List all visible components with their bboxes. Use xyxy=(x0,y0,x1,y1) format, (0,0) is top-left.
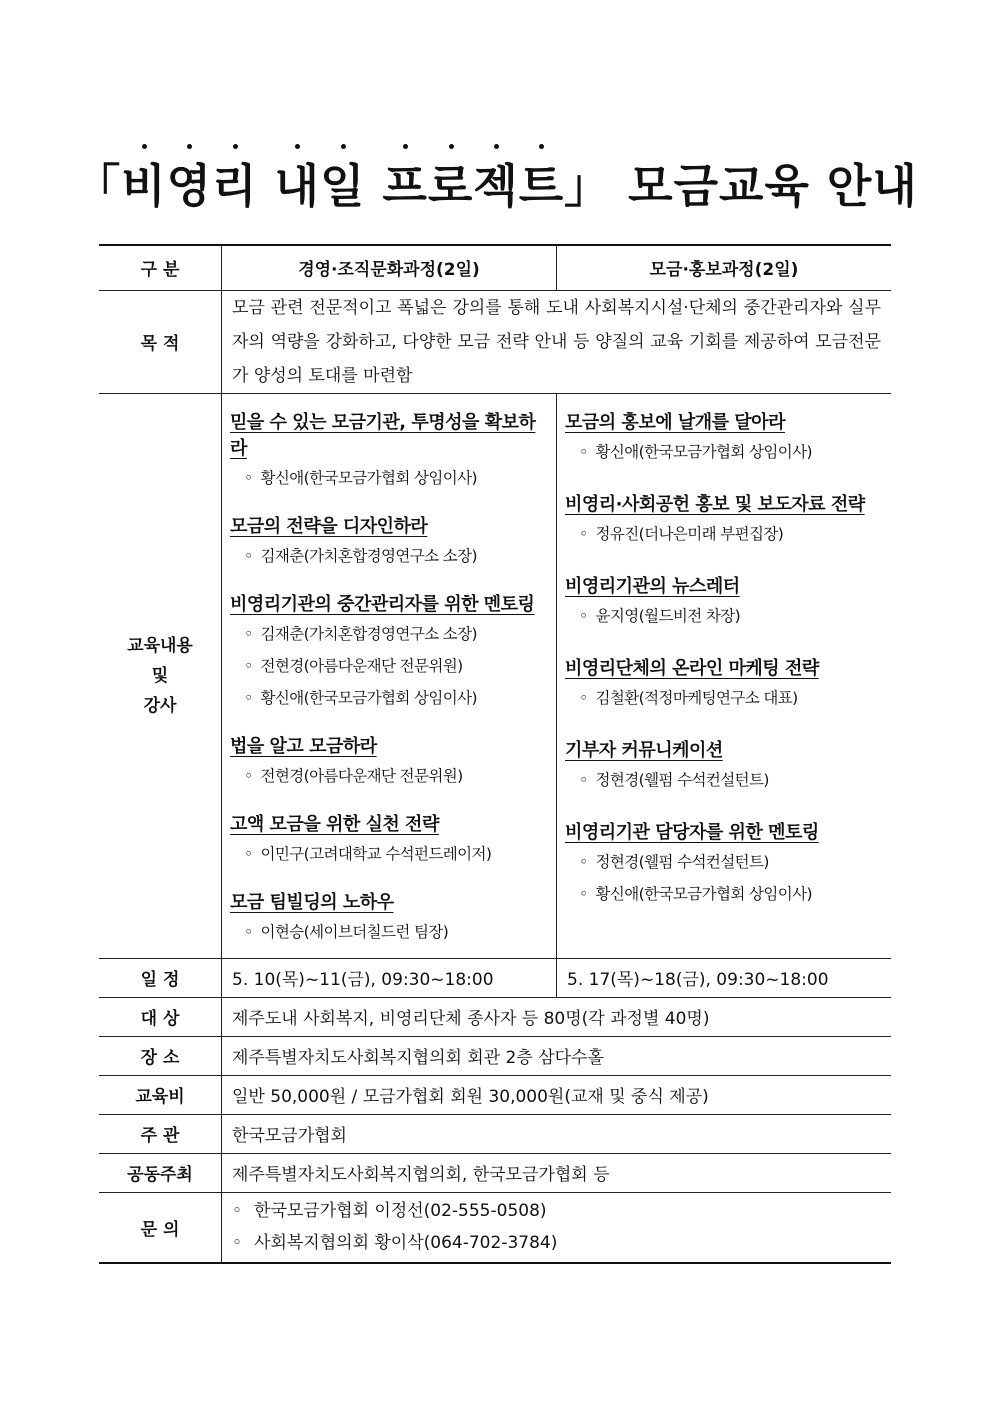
course-2-header: 모금·홍보과정(2일) xyxy=(557,245,892,290)
session-speaker: ◦ 정유진(더나은미래 부편집장) xyxy=(565,518,883,550)
organizer-text: 한국모금가협회 xyxy=(222,1114,892,1153)
session-title: 기부자 커뮤니케이션 xyxy=(565,739,723,761)
target-text: 제주도내 사회복지, 비영리단체 종사자 등 80명(각 과정별 40명) xyxy=(222,997,892,1036)
session-speaker: ◦ 김철환(적정마케팅연구소 대표) xyxy=(565,682,883,714)
fee-row xyxy=(99,1075,891,1114)
inquiry-contacts xyxy=(222,1192,892,1263)
session-title: 비영리·사회공헌 홍보 및 보도자료 전략 xyxy=(565,493,865,515)
fee-text: 일반 50,000원 / 모금가협회 회원 30,000원(교재 및 중식 제공) xyxy=(222,1075,892,1114)
purpose-row xyxy=(99,290,891,393)
title-rest: 모금교육 안내 xyxy=(628,159,918,213)
row-label: 문 의 xyxy=(99,1192,222,1263)
session-speaker: ◦ 정현경(웰펌 수석컨설턴트) xyxy=(565,846,883,878)
title-close-bracket: 」 xyxy=(564,159,612,213)
inquiry-item: ◦ 한국모금가협회 이정선(02-555-0508) xyxy=(232,1195,881,1227)
session-title: 비영리단체의 온라인 마케팅 전략 xyxy=(565,657,819,679)
title-dotted-char: 일 xyxy=(320,150,365,216)
content-label-line: 강사 xyxy=(143,695,177,716)
title-open-bracket: 「 xyxy=(74,159,122,213)
course-1-header: 경영·조직문화과정(2일) xyxy=(222,245,557,290)
row-label: 주 관 xyxy=(99,1114,222,1153)
row-label: 구 분 xyxy=(99,245,222,290)
title-dotted-char: 내 xyxy=(275,150,320,216)
schedule-row xyxy=(99,958,891,997)
inquiry-row xyxy=(99,1192,891,1263)
target-row xyxy=(99,997,891,1036)
cohost-text: 제주특별자치도사회복지협의회, 한국모금가협회 등 xyxy=(222,1153,892,1192)
title-dotted-char: 영 xyxy=(167,150,212,216)
session-title: 믿을 수 있는 모금기관, 투명성을 확보하라 xyxy=(230,411,536,459)
session-speaker: ◦ 전현경(아름다운재단 전문위원) xyxy=(230,650,548,682)
course-1-sessions xyxy=(222,393,557,958)
session-speaker: ◦ 이현승(세이브더칠드런 팀장) xyxy=(230,916,548,948)
content-label-line: 교육내용 xyxy=(127,635,193,656)
row-label xyxy=(99,393,222,958)
session-speaker: ◦ 황신애(한국모금가협회 상임이사) xyxy=(565,878,883,910)
session-speaker: ◦ 황신애(한국모금가협회 상임이사) xyxy=(230,682,548,714)
page-title xyxy=(0,150,992,216)
content-row xyxy=(99,393,891,958)
organizer-row xyxy=(99,1114,891,1153)
session-title: 비영리기관의 중간관리자를 위한 멘토링 xyxy=(230,593,535,615)
course-1-schedule: 5. 10(목)~11(금), 09:30~18:00 xyxy=(222,958,557,997)
row-label: 일 정 xyxy=(99,958,222,997)
row-label: 공동주최 xyxy=(99,1153,222,1192)
purpose-text: 모금 관련 전문적이고 폭넓은 강의를 통해 도내 사회복지시설·단체의 중간관리자와 실무자의 역량을 강화하고, 다양한 모금 전략 안내 등 양질의 교육 기회를 제공하여 모금전문가 양성의 토대를 마련함 xyxy=(222,290,892,393)
session-speaker: ◦ 이민구(고려대학교 수석펀드레이저) xyxy=(230,838,548,870)
content-label-line: 및 xyxy=(151,665,169,686)
session-title: 고액 모금을 위한 실천 전략 xyxy=(230,813,439,835)
session-title: 비영리기관 담당자를 위한 멘토링 xyxy=(565,821,819,843)
title-dotted-char: 트 xyxy=(519,150,564,216)
session-speaker: ◦ 황신애(한국모금가협회 상임이사) xyxy=(565,436,883,468)
session-speaker: ◦ 정현경(웰펌 수석컨설턴트) xyxy=(565,764,883,796)
course-2-sessions xyxy=(557,393,892,958)
row-label: 장 소 xyxy=(99,1036,222,1075)
session-title: 모금의 홍보에 날개를 달아라 xyxy=(565,411,785,433)
row-label: 대 상 xyxy=(99,997,222,1036)
session-speaker: ◦ 김재춘(가치혼합경영연구소 소장) xyxy=(230,540,548,572)
session-title: 법을 알고 모금하라 xyxy=(230,735,377,757)
venue-text: 제주특별자치도사회복지협의회 회관 2층 삼다수홀 xyxy=(222,1036,892,1075)
venue-row xyxy=(99,1036,891,1075)
session-title: 비영리기관의 뉴스레터 xyxy=(565,575,740,597)
session-speaker: ◦ 김재춘(가치혼합경영연구소 소장) xyxy=(230,618,548,650)
title-dotted-char: 프 xyxy=(382,150,427,216)
course-2-schedule: 5. 17(목)~18(금), 09:30~18:00 xyxy=(557,958,892,997)
program-table xyxy=(99,244,891,1264)
session-speaker: ◦ 윤지영(월드비전 차장) xyxy=(565,600,883,632)
title-dotted-char: 로 xyxy=(428,150,473,216)
session-title: 모금의 전략을 디자인하라 xyxy=(230,515,428,537)
title-dotted-char: 비 xyxy=(121,150,166,216)
cohost-row xyxy=(99,1153,891,1192)
title-dotted-char: 리 xyxy=(212,150,257,216)
title-dotted-char: 젝 xyxy=(473,150,518,216)
row-label: 교육비 xyxy=(99,1075,222,1114)
session-title: 모금 팀빌딩의 노하우 xyxy=(230,891,394,913)
session-speaker: ◦ 황신애(한국모금가협회 상임이사) xyxy=(230,462,548,494)
header-row xyxy=(99,245,891,290)
inquiry-item: ◦ 사회복지협의회 황이삭(064-702-3784) xyxy=(232,1227,881,1259)
row-label: 목 적 xyxy=(99,290,222,393)
session-speaker: ◦ 전현경(아름다운재단 전문위원) xyxy=(230,760,548,792)
